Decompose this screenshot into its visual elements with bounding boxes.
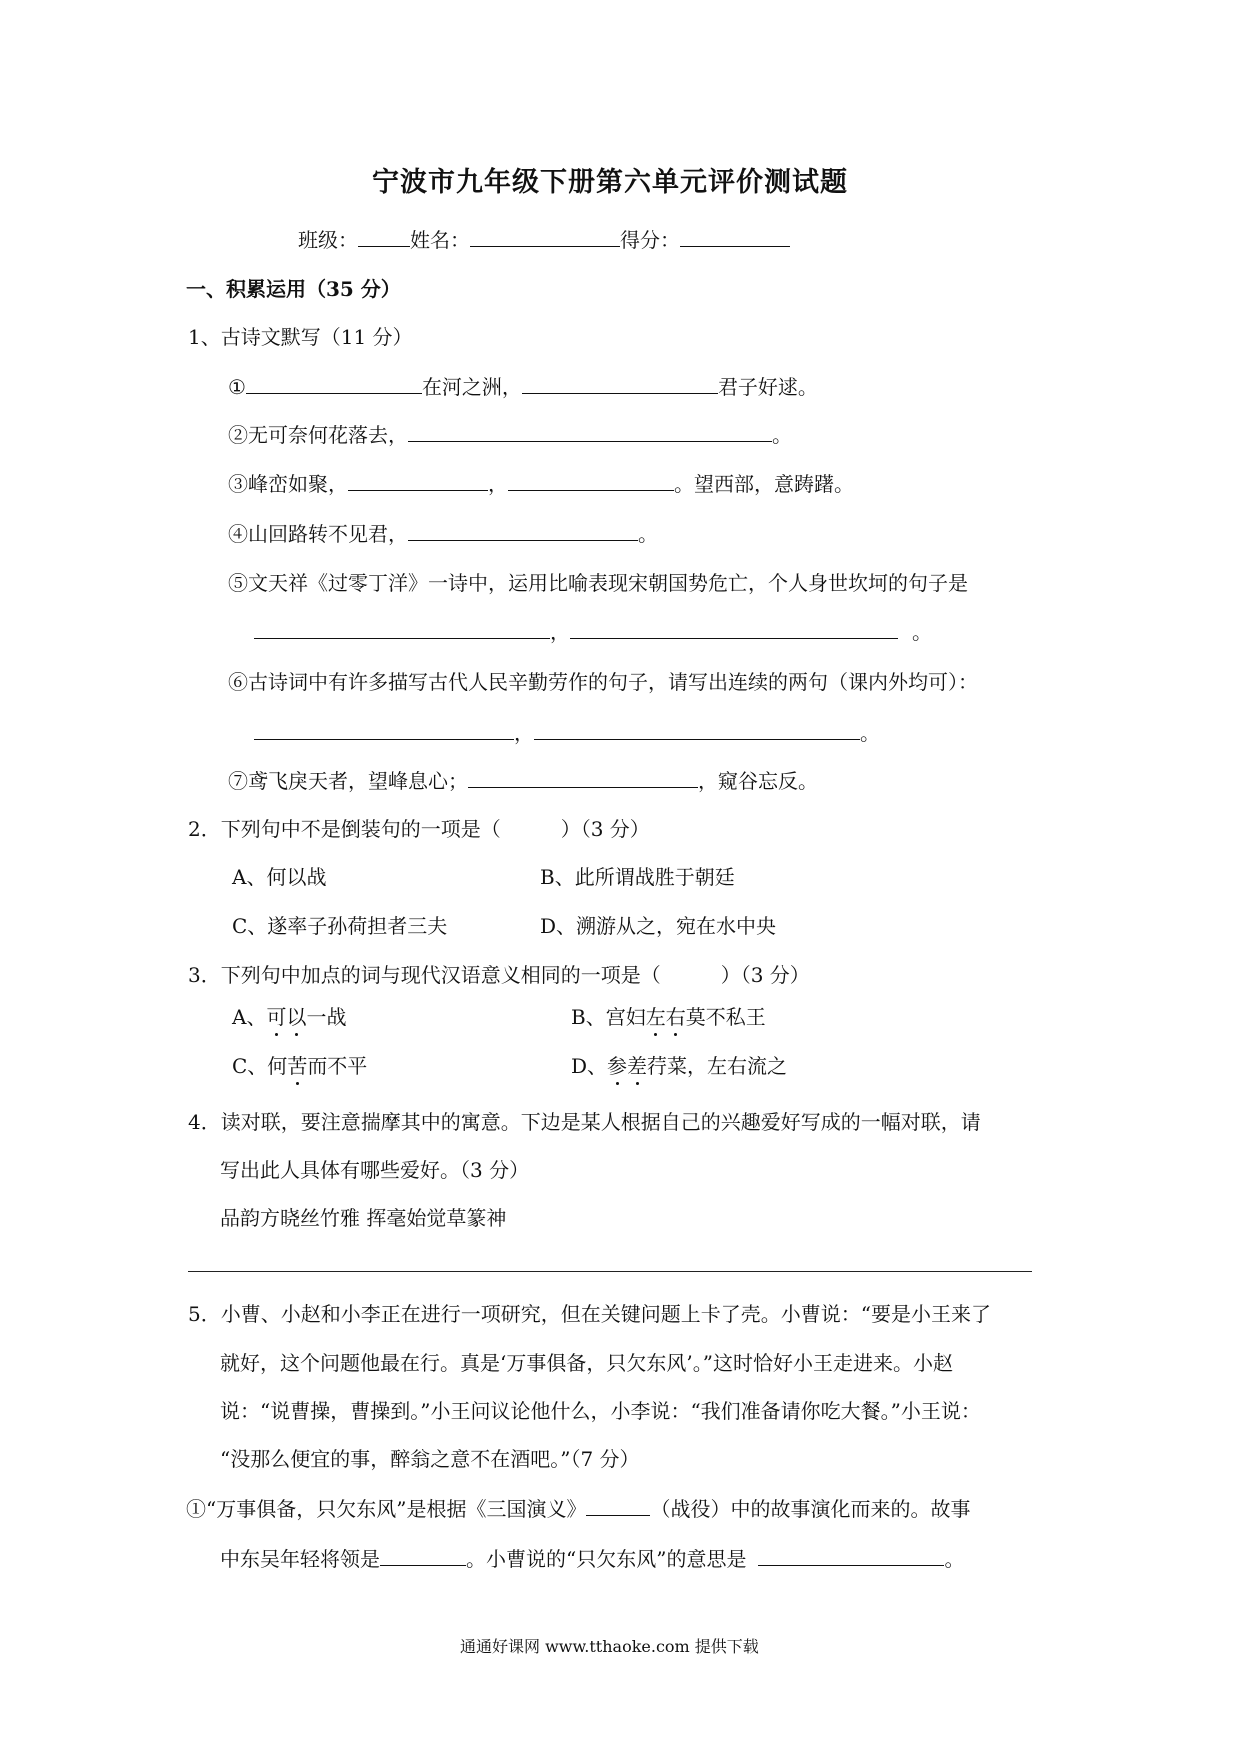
section-heading: 一、积累运用（35 分） xyxy=(186,277,401,301)
dotted-char: 以 xyxy=(286,1005,307,1029)
q3-option-d-label: D、 xyxy=(571,1054,608,1078)
q1-item-1-mid: 在河之洲， xyxy=(421,375,522,399)
dotted-char: 差 xyxy=(627,1054,648,1078)
score-label: 得分： xyxy=(620,228,680,252)
q5-text-line-4: “没那么便宜的事，醉翁之意不在酒吧。”（7 分） xyxy=(220,1447,640,1471)
q5-sub-1-line-2 xyxy=(220,1546,964,1572)
q2-option-a: A、何以战 xyxy=(232,865,327,889)
q2-option-d: D、溯游从之，宛在水中央 xyxy=(540,914,777,938)
q3-stem: 3．下列句中加点的词与现代汉语意义相同的一项是（ ）（3 分） xyxy=(188,963,810,987)
q1-item-4-tail: 。 xyxy=(638,522,658,546)
q1-item-6-blank-b[interactable] xyxy=(534,721,860,740)
q3-option-a xyxy=(232,1004,346,1030)
q1-item-6-comma: ， xyxy=(514,721,534,745)
page-title: 宁波市九年级下册第六单元评价测试题 xyxy=(372,167,848,198)
q1-item-5-blank-b[interactable] xyxy=(570,620,898,639)
q4-text-line-2: 写出此人具体有哪些爱好。（3 分） xyxy=(220,1158,530,1182)
q3-option-c xyxy=(232,1053,367,1079)
q1-item-2-tail: 。 xyxy=(772,423,792,447)
q1-item-3-head: ③峰峦如聚， xyxy=(228,472,348,496)
q1-item-4-head: ④山回路转不见君， xyxy=(228,522,408,546)
q1-item-7-head: ⑦鸢飞戾天者，望峰息心； xyxy=(228,769,468,793)
q1-item-2 xyxy=(228,422,792,448)
q3-option-c-rest: 而不平 xyxy=(307,1054,368,1078)
q1-item-6-blank-a[interactable] xyxy=(254,721,514,740)
q3-option-c-label: C、何 xyxy=(232,1054,288,1078)
q2-option-c: C、遂率子孙荷担者三夫 xyxy=(232,914,448,938)
dotted-char: 参 xyxy=(607,1054,628,1078)
q1-item-5-comma: ， xyxy=(550,620,570,644)
q1-item-1-blank-b[interactable] xyxy=(522,375,718,394)
q5-sub-1-l2b: 。小曹说的“只欠东风”的意思是 xyxy=(466,1547,747,1571)
q3-option-d xyxy=(571,1053,787,1079)
q4-couplet: 品韵方晓丝竹雅 挥毫始觉草篆神 xyxy=(220,1206,507,1230)
q1-item-5-tail: 。 xyxy=(912,620,932,644)
q1-item-1-num: ① xyxy=(228,375,246,399)
q1-item-3-tail: 。望西部，意踌躇。 xyxy=(674,472,854,496)
q5-battle-blank[interactable] xyxy=(586,1497,650,1516)
q1-stem: 1、古诗文默写（11 分） xyxy=(188,325,413,349)
name-label: 姓名： xyxy=(410,228,470,252)
q3-option-b xyxy=(571,1004,766,1030)
q5-sub-1-line-1 xyxy=(186,1496,970,1522)
q1-item-1 xyxy=(228,374,818,400)
q1-item-5-answer xyxy=(254,619,932,645)
dotted-char: 可 xyxy=(266,1005,287,1029)
q4-answer-line[interactable] xyxy=(188,1271,1032,1272)
q1-item-4 xyxy=(228,521,658,547)
q5-text-line-2: 就好，这个问题他最在行。真是‘万事俱备，只欠东风’。”这时恰好小王走进来。小赵 xyxy=(220,1351,953,1375)
q1-item-3-blank-a[interactable] xyxy=(348,472,488,491)
q3-option-d-rest: 荇菜，左右流之 xyxy=(647,1054,788,1078)
q1-item-3-comma: ， xyxy=(488,472,508,496)
q5-text-line-3: 说：“说曹操，曹操到。”小王问议论他什么，小李说：“我们准备请你吃大餐。”小王说： xyxy=(220,1399,981,1423)
q5-sub-1-head: ①“万事俱备，只欠东风”是根据《三国演义》 xyxy=(186,1497,587,1521)
q3-option-b-rest: 莫不私王 xyxy=(685,1005,766,1029)
q1-item-7 xyxy=(228,768,818,794)
q4-text-line-1: 4．读对联，要注意揣摩其中的寓意。下边是某人根据自己的兴趣爱好写成的一幅对联，请 xyxy=(188,1110,981,1134)
student-info-line xyxy=(298,227,790,253)
q5-sub-1-mid: （战役）中的故事演化而来的。故事 xyxy=(650,1497,971,1521)
q1-item-6-tail: 。 xyxy=(860,721,880,745)
dotted-char: 苦 xyxy=(287,1054,308,1078)
dotted-char: 左 xyxy=(645,1005,666,1029)
q2-stem: 2．下列句中不是倒装句的一项是（ ）（3 分） xyxy=(188,817,650,841)
q5-meaning-blank[interactable] xyxy=(758,1547,944,1566)
q1-item-1-blank-a[interactable] xyxy=(246,375,422,394)
q5-general-blank[interactable] xyxy=(380,1547,466,1566)
score-blank[interactable] xyxy=(680,228,790,247)
q5-sub-1-tail: 。 xyxy=(944,1547,965,1571)
footer-credit: 通通好课网 www.tthaoke.com 提供下载 xyxy=(460,1637,759,1656)
q1-item-3 xyxy=(228,471,854,497)
q1-item-7-blank[interactable] xyxy=(468,769,698,788)
q1-item-6-answer xyxy=(254,720,880,746)
q1-item-2-blank[interactable] xyxy=(408,423,772,442)
q3-option-b-label: B、宫妇 xyxy=(571,1005,646,1029)
q1-item-5-blank-a[interactable] xyxy=(254,620,550,639)
q5-text-line-1: 5．小曹、小赵和小李正在进行一项研究，但在关键问题上卡了壳。小曹说：“要是小王来了 xyxy=(188,1302,991,1326)
class-label: 班级： xyxy=(298,228,358,252)
q1-item-1-tail: 君子好逑。 xyxy=(717,375,818,399)
q2-option-b: B、此所谓战胜于朝廷 xyxy=(540,865,735,889)
q3-option-a-rest: 一战 xyxy=(306,1005,347,1029)
q1-item-5-text: ⑤文天祥《过零丁洋》一诗中，运用比喻表现宋朝国势危亡，个人身世坎坷的句子是 xyxy=(228,571,968,595)
q1-item-2-head: ②无可奈何花落去， xyxy=(228,423,408,447)
q1-item-4-blank[interactable] xyxy=(408,522,638,541)
class-blank[interactable] xyxy=(358,228,410,247)
q3-option-a-label: A、 xyxy=(232,1005,267,1029)
name-blank[interactable] xyxy=(470,228,620,247)
q1-item-7-tail: ，窥谷忘反。 xyxy=(698,769,818,793)
q1-item-3-blank-b[interactable] xyxy=(508,472,674,491)
q1-item-6-text: ⑥古诗词中有许多描写古代人民辛勤劳作的句子，请写出连续的两句（课内外均可）： xyxy=(228,670,978,694)
dotted-char: 右 xyxy=(665,1005,686,1029)
q5-sub-1-l2a: 中东吴年轻将领是 xyxy=(220,1547,380,1571)
